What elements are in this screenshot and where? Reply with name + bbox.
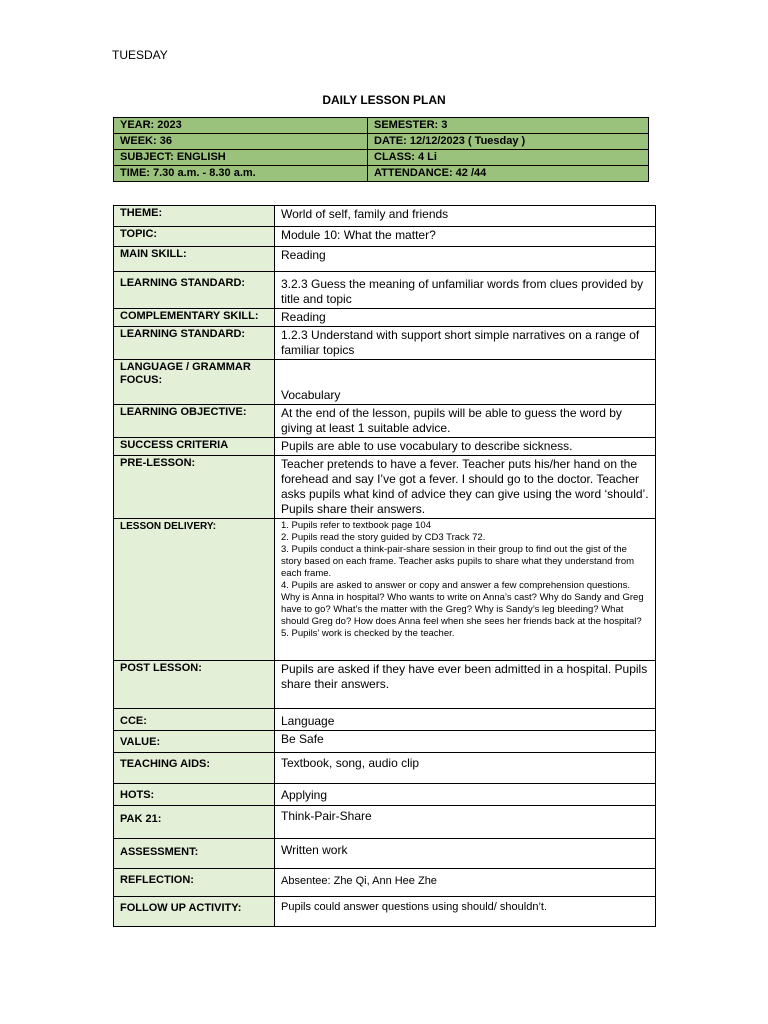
learning-standard-value: 3.2.3 Guess the meaning of unfamiliar words from clues provided by title and topic <box>275 272 656 309</box>
class-cell: CLASS: 4 Li <box>368 150 649 166</box>
page-title: DAILY LESSON PLAN <box>322 93 446 107</box>
theme-value: World of self, family and friends <box>275 206 656 227</box>
follow-up-row <box>114 897 656 927</box>
hots-label: HOTS: <box>114 784 275 806</box>
language-focus-text: Vocabulary <box>281 388 341 402</box>
assessment-value: Written work <box>275 839 656 869</box>
theme-label: THEME: <box>114 206 275 227</box>
year-cell: YEAR: 2023 <box>114 118 368 134</box>
success-criteria-label: SUCCESS CRITERIA <box>114 438 275 456</box>
date-cell: DATE: 12/12/2023 ( Tuesday ) <box>368 134 649 150</box>
language-focus-label: LANGUAGE / GRAMMAR FOCUS: <box>114 360 275 405</box>
hots-row <box>114 784 656 806</box>
subject-cell: SUBJECT: ENGLISH <box>114 150 368 166</box>
learning-objective-label: LEARNING OBJECTIVE: <box>114 405 275 438</box>
assessment-label: ASSESSMENT: <box>114 839 275 869</box>
teaching-aids-row <box>114 753 656 784</box>
topic-value: Module 10: What the matter? <box>275 227 656 247</box>
pre-lesson-label: PRE-LESSON: <box>114 456 275 519</box>
time-cell: TIME: 7.30 a.m. - 8.30 a.m. <box>114 166 368 182</box>
teaching-aids-value: Textbook, song, audio clip <box>275 753 656 784</box>
topic-row <box>114 227 656 247</box>
main-skill-label: MAIN SKILL: <box>114 247 275 272</box>
post-lesson-row <box>114 661 656 709</box>
info-row <box>114 166 649 182</box>
main-skill-value: Reading <box>275 247 656 272</box>
follow-up-value: Pupils could answer questions using should/ shouldn’t. <box>275 897 656 927</box>
day-label: TUESDAY <box>112 48 168 62</box>
teaching-aids-label: TEACHING AIDS: <box>114 753 275 784</box>
learning-standard-label: LEARNING STANDARD: <box>114 327 275 360</box>
post-lesson-value: Pupils are asked if they have ever been admitted in a hospital. Pupils share their answers. <box>275 661 656 709</box>
value-label: VALUE: <box>114 731 275 753</box>
learning-standard-value: 1.2.3 Understand with support short simple narratives on a range of familiar topics <box>275 327 656 360</box>
cce-row <box>114 709 656 731</box>
language-focus-row <box>114 360 656 405</box>
pre-lesson-value: Teacher pretends to have a fever. Teacher puts his/her hand on the forehead and say I’ve got a fever. I should go to the doctor. Teacher asks pupils what kind of advice they can give using the word ‘should’. Pupils share their answers. <box>275 456 656 519</box>
lesson-delivery-value <box>275 519 656 661</box>
assessment-row <box>114 839 656 869</box>
reflection-row <box>114 869 656 897</box>
language-focus-value <box>275 360 656 405</box>
main-skill-row <box>114 247 656 272</box>
pak21-label: PAK 21: <box>114 806 275 839</box>
lesson-delivery-label: LESSON DELIVERY: <box>114 519 275 661</box>
value-value: Be Safe <box>275 731 656 753</box>
week-cell: WEEK: 36 <box>114 134 368 150</box>
success-criteria-value: Pupils are able to use vocabulary to describe sickness. <box>275 438 656 456</box>
reflection-value: Absentee: Zhe Qi, Ann Hee Zhe <box>275 869 656 897</box>
learning-objective-row <box>114 405 656 438</box>
learning-standard-row <box>114 327 656 360</box>
list-item: 4. Pupils are asked to answer or copy and answer a few comprehension questions. Why is Anna in hospital? Who wants to write on Anna’s cast? Why do Sandy and Greg have to go? What’s the matter with the Greg? Why is Sandy’s leg bleeding? What should Greg do? How does Anna feel when she sees her friends back at the hospital? <box>281 580 644 627</box>
complementary-skill-value: Reading <box>275 309 656 327</box>
success-criteria-row <box>114 438 656 456</box>
info-row <box>114 150 649 166</box>
lesson-plan-table <box>113 205 656 927</box>
cce-label: CCE: <box>114 709 275 731</box>
semester-cell: SEMESTER: 3 <box>368 118 649 134</box>
lesson-delivery-steps <box>281 520 649 640</box>
value-row <box>114 731 656 753</box>
complementary-skill-label: COMPLEMENTARY SKILL: <box>114 309 275 327</box>
info-row <box>114 134 649 150</box>
lesson-info-table <box>113 117 649 182</box>
list-item: 2. Pupils read the story guided by CD3 Track 72. <box>281 532 486 543</box>
cce-value: Language <box>275 709 656 731</box>
topic-label: TOPIC: <box>114 227 275 247</box>
attendance-cell: ATTENDANCE: 42 /44 <box>368 166 649 182</box>
post-lesson-label: POST LESSON: <box>114 661 275 709</box>
lesson-delivery-row <box>114 519 656 661</box>
list-item: 3. Pupils conduct a think-pair-share session in their group to find out the gist of the story based on each frame. Teacher asks pupils to share what they understand from each frame. <box>281 544 635 579</box>
pak21-row <box>114 806 656 839</box>
pre-lesson-row <box>114 456 656 519</box>
list-item: 1. Pupils refer to textbook page 104 <box>281 520 431 531</box>
reflection-label: REFLECTION: <box>114 869 275 897</box>
info-row <box>114 118 649 134</box>
theme-row <box>114 206 656 227</box>
complementary-skill-row <box>114 309 656 327</box>
pak21-value: Think-Pair-Share <box>275 806 656 839</box>
list-item: 5. Pupils’ work is checked by the teacher. <box>281 628 455 639</box>
learning-objective-value: At the end of the lesson, pupils will be able to guess the word by giving at least 1 suitable advice. <box>275 405 656 438</box>
hots-value: Applying <box>275 784 656 806</box>
learning-standard-row <box>114 272 656 309</box>
follow-up-label: FOLLOW UP ACTIVITY: <box>114 897 275 927</box>
learning-standard-label: LEARNING STANDARD: <box>114 272 275 309</box>
